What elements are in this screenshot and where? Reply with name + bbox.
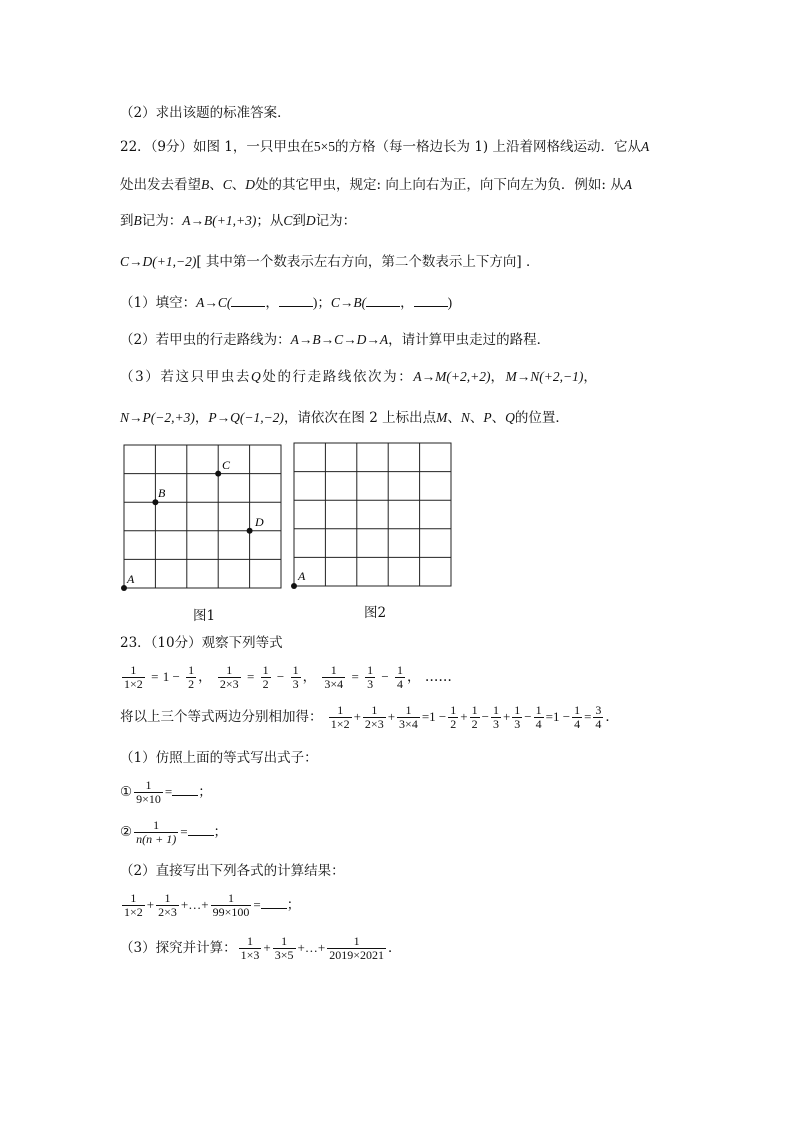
equals: = (151, 669, 159, 684)
num: 1 (218, 664, 241, 678)
equals: = (421, 709, 430, 724)
den: 4 (397, 677, 404, 691)
frac-99 (211, 892, 252, 919)
circled-1: ① (120, 784, 133, 800)
q22-part1-end2: ) (447, 295, 453, 310)
sep: ， (194, 410, 209, 426)
q22-point-n: N (460, 410, 470, 425)
q22-line3-c: ；从 (256, 213, 284, 229)
q22-part1-a: A→C( (196, 295, 232, 310)
equals: = (545, 709, 553, 724)
num: 1 (188, 663, 195, 677)
num: 1 (327, 935, 386, 949)
plus: + (263, 940, 271, 955)
num: 1 (367, 663, 374, 677)
den: 3 (492, 717, 499, 731)
frac (329, 704, 352, 731)
sep: ， (302, 669, 317, 685)
den: 2 (450, 717, 457, 731)
period: ． (605, 709, 619, 725)
num: 3 (595, 703, 602, 717)
q22-part1-end: )； (312, 295, 331, 310)
num: 1 (397, 704, 420, 718)
frac-1-2 (186, 664, 196, 691)
q22-point-a: A (623, 177, 632, 192)
plus: + (502, 709, 511, 724)
period: ． (387, 940, 402, 956)
blank[interactable] (231, 294, 265, 307)
q22-part2-route: A→B→C→D→A (290, 332, 389, 347)
frac-3-4 (593, 704, 603, 731)
plus: + (317, 940, 326, 955)
den: 2×3 (219, 677, 239, 691)
equals: = (246, 669, 255, 684)
sep: ， (198, 669, 212, 685)
q23-sum-intro: 将以上三个等式两边分别相加得： (120, 709, 323, 725)
den: 3 (514, 717, 521, 731)
den: 3×5 (274, 948, 294, 962)
plus: + (180, 897, 189, 912)
q22-route3: N→P(−2,+3) (120, 410, 195, 425)
q22-part2 (120, 330, 550, 350)
equals: = (164, 784, 173, 799)
den: 1×2 (124, 905, 143, 919)
q22-part3-tail: ，请依次在图 2 上标出点 (283, 410, 437, 426)
q23-sum (120, 702, 619, 732)
one-minus: 1 − (429, 709, 447, 724)
q22-heading-b: 的方格（每一格边长为 1) 上沿着网格线运动．它从 (335, 139, 641, 155)
sep: 、 (469, 410, 484, 426)
minus: − (276, 669, 285, 684)
num: 1 (322, 664, 345, 678)
plus: + (201, 897, 209, 912)
num: 1 (574, 703, 581, 717)
q22-sep: 、 (209, 177, 223, 193)
den: 2 (188, 677, 195, 691)
frac (572, 704, 582, 731)
num: 1 (156, 892, 179, 906)
q22-line3-e: 记为： (315, 213, 357, 229)
fig1-label-a: A (127, 572, 135, 586)
num: 1 (262, 663, 269, 677)
den: 3×4 (399, 717, 418, 731)
q23-examples (120, 662, 452, 692)
frac (156, 892, 179, 919)
den: 3 (292, 677, 299, 691)
q22-point-a: A (640, 139, 650, 154)
sep: ， (400, 295, 414, 311)
q22-line2-b: 处的其它甲虫，规定: 向上向右为正，向下向左为负．例如: 从 (255, 177, 624, 193)
den: 2×3 (158, 905, 177, 919)
q22-point-q: Q (251, 369, 263, 384)
answer-blank[interactable] (172, 783, 198, 796)
blank[interactable] (279, 294, 313, 307)
frac-1-12 (122, 664, 145, 691)
semicolon: ； (286, 897, 301, 913)
fig2-label-a: A (298, 569, 306, 583)
grid-lines-2 (294, 443, 451, 586)
den: 4 (595, 717, 602, 731)
q22-point-c: C (222, 177, 232, 192)
plus: + (387, 709, 396, 724)
sep: 、 (491, 410, 506, 426)
q22-sep: 、 (231, 177, 246, 193)
q22-point-q: Q (505, 410, 515, 425)
q22-part3-mid: 处的行走路线依次为： (262, 369, 414, 385)
q22-part3 (120, 367, 599, 387)
num: 1 (122, 664, 145, 678)
q23-part1 (120, 748, 318, 768)
frac (534, 704, 544, 731)
q23-part2 (120, 861, 345, 881)
q21-part2-text: （2）求出该题的标准答案． (120, 105, 291, 121)
num: 1 (239, 935, 262, 949)
q22-route2: M→N(+2,−1) (505, 369, 584, 384)
q22-point-m: M (436, 410, 448, 425)
figure-2-grid (285, 440, 460, 600)
q23-part1-item2 (120, 817, 227, 847)
blank[interactable] (414, 294, 448, 307)
q22-heading: 22．（9分）如图 1，一只甲虫在 (120, 139, 314, 155)
num: 1 (122, 892, 145, 906)
answer-blank[interactable] (188, 823, 214, 836)
frac (239, 935, 262, 962)
q22-example2: C→D(+1,−2) (120, 254, 197, 269)
den: 2019×2021 (329, 948, 384, 962)
sep: ， (583, 369, 599, 385)
q23-part2-label: （2）直接写出下列各式的计算结果： (120, 863, 345, 879)
num: 1 (134, 819, 178, 833)
fig1-caption-text: 图1 (193, 608, 216, 624)
q23-part1-label: （1）仿照上面的等式写出式子： (120, 750, 318, 766)
sep: ， (490, 369, 506, 385)
q22-line3-a: 到 (120, 213, 134, 229)
frac (512, 704, 522, 731)
frac-1-2b (261, 664, 271, 691)
q22-example2-note: [ 其中第一个数表示左右方向，第二个数表示上下方向] ． (196, 254, 540, 270)
den: 99×100 (212, 905, 250, 919)
q22-route4: P→Q(−1,−2) (208, 410, 284, 425)
q23-heading-text: 23．（10分）观察下列等式 (120, 635, 283, 651)
frac-2019 (327, 935, 386, 962)
frac-n (134, 819, 178, 846)
num: 1 (363, 704, 386, 718)
frac (470, 704, 480, 731)
num: 1 (514, 703, 521, 717)
q22-point-p: P (483, 410, 492, 425)
minus: − (524, 709, 532, 724)
q22-line2-a: 处出发去看望 (120, 177, 201, 193)
num: 1 (134, 779, 163, 793)
q22-line3-d: 到 (292, 213, 306, 229)
q22-grid-size: 5×5 (313, 139, 336, 154)
den: 4 (574, 717, 581, 731)
frac (122, 892, 145, 919)
num: 1 (211, 892, 252, 906)
semicolon: ； (213, 824, 228, 840)
fig1-label-d: D (255, 515, 264, 529)
q22-line2 (120, 175, 632, 195)
q22-part1 (120, 293, 452, 313)
sep: ， (265, 295, 279, 311)
q22-part1-b: C→B( (330, 295, 367, 310)
circled-2: ② (120, 824, 133, 840)
num: 1 (471, 703, 478, 717)
num: 1 (492, 703, 499, 717)
point-b-dot (152, 499, 158, 505)
den: 2×3 (364, 717, 384, 731)
frac (273, 935, 296, 962)
q22-route1: A→M(+2,+2) (413, 369, 491, 384)
den: 2 (262, 677, 269, 691)
plus: + (146, 897, 155, 912)
dots: … (304, 940, 318, 955)
sep: ， (407, 669, 421, 685)
fig2-caption-text: 图2 (364, 605, 387, 621)
q22-part2-tail: ，请计算甲虫走过的路程． (388, 332, 551, 348)
frac-1-3 (291, 664, 301, 691)
q22-line3-b: 记为： (141, 213, 183, 229)
q22-part3-line2 (120, 408, 569, 428)
fig2-point-a-dot (291, 583, 297, 589)
q22-line4 (120, 252, 539, 272)
den: 9×10 (136, 792, 161, 806)
q23-heading (120, 633, 283, 653)
den: 3 (367, 677, 374, 691)
q22-part2-label: （2）若甲虫的行走路线为： (120, 332, 291, 348)
num: 1 (329, 704, 352, 718)
num: 1 (292, 663, 299, 677)
den: 1×3 (240, 948, 260, 962)
fig1-label-c: C (222, 458, 231, 472)
den: n(n + 1) (136, 832, 177, 846)
frac-9-10 (134, 779, 163, 806)
sep: 、 (447, 410, 461, 426)
frac-1-34 (322, 664, 345, 691)
q22-part1-label: （1）填空： (120, 295, 197, 311)
den: 3×4 (324, 677, 344, 691)
q22-point-c: C (283, 213, 293, 228)
q21-part2 (120, 103, 291, 123)
blank[interactable] (366, 294, 400, 307)
minus: − (481, 709, 489, 724)
q22-point-d: D (245, 177, 256, 192)
equals: = (180, 824, 188, 839)
equals: = (351, 669, 359, 684)
figure-1-grid (115, 440, 290, 600)
dots: … (188, 897, 202, 912)
q23-part3 (120, 933, 401, 963)
q22-part3-end: 的位置． (514, 410, 569, 426)
q22-part3-label: （3）若这只甲虫去 (120, 369, 251, 385)
figure-1-caption (193, 606, 215, 626)
frac-1-3b (365, 664, 375, 691)
semicolon: ； (198, 784, 212, 800)
equals: = (584, 709, 592, 724)
num: 1 (397, 663, 404, 677)
num: 1 (535, 703, 542, 717)
frac-1-4 (395, 664, 405, 691)
den: 1×2 (330, 717, 350, 731)
q23-part3-label: （3）探究并计算： (120, 940, 237, 956)
frac-1-23 (218, 664, 241, 691)
q23-part1-item1 (120, 777, 212, 807)
q22-example1: A→B(+1,+3) (182, 213, 257, 228)
frac (397, 704, 420, 731)
ellipsis: …… (424, 669, 452, 685)
q22-line1 (120, 137, 649, 157)
q22-line3 (120, 211, 356, 231)
fig1-label-b: B (158, 486, 166, 500)
minus: − (381, 669, 389, 684)
q22-point-b: B (201, 177, 210, 192)
q22-point-b: B (133, 213, 142, 228)
one-minus: 1 − (552, 709, 571, 724)
q22-point-d: D (305, 213, 316, 228)
plus: + (353, 709, 361, 724)
den: 2 (471, 717, 478, 731)
frac (491, 704, 501, 731)
one-minus: 1 − (162, 669, 180, 684)
answer-blank[interactable] (261, 896, 287, 909)
point-c-dot (215, 471, 221, 477)
den: 1×2 (124, 677, 143, 691)
frac (448, 704, 458, 731)
frac (363, 704, 386, 731)
num: 1 (450, 703, 457, 717)
point-d-dot (247, 528, 253, 534)
den: 4 (535, 717, 542, 731)
plus: + (297, 940, 305, 955)
plus: + (460, 709, 468, 724)
num: 1 (273, 935, 296, 949)
figure-2-caption (364, 603, 386, 623)
q23-part2-expr (120, 890, 300, 920)
equals: = (253, 897, 261, 912)
